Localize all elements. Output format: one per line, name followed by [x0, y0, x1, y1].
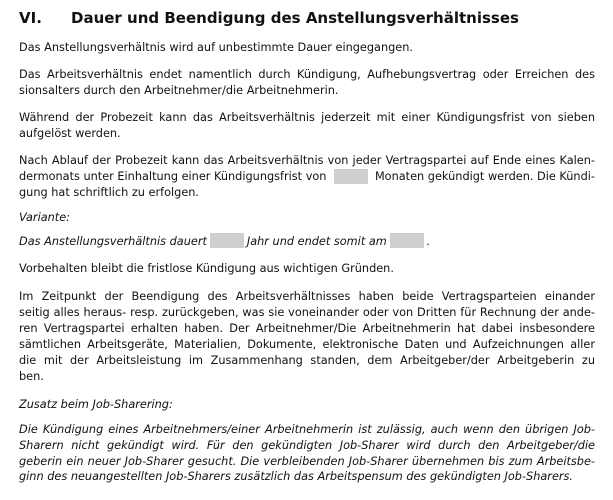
- paragraph-line: Nach Ablauf der Probezeit kann das Arbeitsverhältnis von jeder Vertragspartei auf Ende eines Kalen-: [19, 154, 595, 167]
- section-number: VI.: [19, 9, 42, 27]
- paragraph-line: die mit der Arbeitsleistung im Zusammenhang standen, dem Arbeitgeber/der Arbeitgeberin zu: [19, 354, 595, 367]
- paragraph-line: [19, 169, 595, 184]
- paragraph-line: aufgelöst werden.: [19, 127, 121, 140]
- variant-line: [19, 233, 595, 249]
- paragraph-line: Das Arbeitsverhältnis endet namentlich durch Kündigung, Aufhebungsvertrag oder Erreichen des: [19, 68, 595, 81]
- paragraph-line: Die Kündigung eines Arbeitnehmers/einer Arbeitnehmerin ist zulässig, auch wenn den übrigen Job-: [19, 423, 595, 436]
- paragraph-line: Vorbehalten bleibt die fristlose Kündigung aus wichtigen Gründen.: [19, 262, 394, 275]
- text-segment: .: [426, 235, 431, 248]
- paragraph-line: sämtlichen Arbeitsgeräte, Materialien, Dokumente, elektronische Daten und Aufzeichnungen aller: [19, 338, 595, 351]
- paragraph-line: gung hat schriftlich zu erfolgen.: [19, 186, 200, 199]
- duration-years-field[interactable]: [210, 233, 244, 248]
- notice-period-field[interactable]: [334, 169, 368, 184]
- paragraph-line: ginn des neuangestellten Job-Sharers zusätzlich das Arbeitspensum des gekündigten Job-Sharers.: [19, 470, 574, 483]
- paragraph-line: seitig alles heraus- resp. zurückgeben, was sie voneinander oder von Dritten für Rechnung der ande-: [19, 306, 595, 319]
- text-segment: Das Anstellungsverhältnis dauert: [19, 235, 207, 248]
- paragraph-line: Das Anstellungsverhältnis wird auf unbestimmte Dauer eingegangen.: [19, 41, 413, 54]
- paragraph-line: sionsalters durch den Arbeitnehmer/die Arbeitnehmerin.: [19, 84, 339, 97]
- paragraph-line: Während der Probezeit kann das Arbeitsverhältnis jederzeit mit einer Kündigungsfrist von sieben: [19, 111, 595, 124]
- paragraph-line: geberin ein neuer Job-Sharer gesucht. Die verbleibenden Job-Sharer übernehmen bis zum Arbeitsbe-: [19, 455, 595, 468]
- text-segment: Monaten gekündigt werden. Die Kündi-: [374, 170, 595, 183]
- jobsharing-label: Zusatz beim Job-Sharering:: [19, 398, 173, 411]
- section-title: Dauer und Beendigung des Anstellungsverhältnisses: [71, 9, 519, 27]
- end-date-field[interactable]: [390, 233, 424, 248]
- text-segment: Jahr und endet somit am: [246, 235, 387, 248]
- paragraph-line: Im Zeitpunkt der Beendigung des Arbeitsverhältnisses haben beide Vertragsparteien einander: [19, 290, 595, 303]
- section-heading: [19, 9, 519, 27]
- text-segment: dermonats unter Einhaltung einer Kündigungsfrist von: [19, 170, 327, 183]
- paragraph-line: Sharern nicht gekündigt wird. Für den gekündigten Job-Sharer wird durch den Arbeitgeber/die: [19, 439, 595, 452]
- paragraph-line: ren Vertragspartei erhalten haben. Der Arbeitnehmer/Die Arbeitnehmerin hat dabei insbesondere: [19, 322, 595, 335]
- paragraph-line: ben.: [19, 370, 44, 383]
- variant-label: Variante:: [19, 211, 70, 224]
